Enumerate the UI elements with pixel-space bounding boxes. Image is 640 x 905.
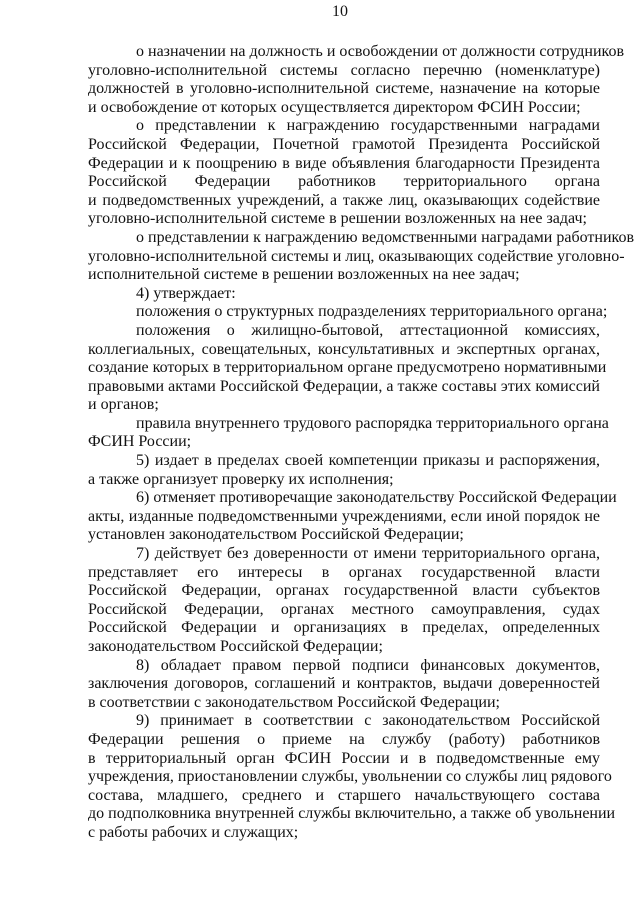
text-line: Федерации решения о приеме на службу (работу) работников [88, 730, 600, 748]
paragraph [88, 414, 609, 452]
paragraph [88, 285, 600, 304]
paragraph [88, 43, 625, 117]
text-line: правовыми актами Российской Федерации, а также составы этих комиссий [88, 377, 600, 395]
paragraph [88, 228, 635, 285]
text-line: о назначении на должность и освобождении от должности сотрудников [136, 43, 625, 60]
text-line: до подполковника внутренней службы включительно, а также об увольнении [88, 805, 616, 823]
paragraph [88, 545, 600, 657]
text-line: состава, младшего, среднего и старшего начальствующего состава [88, 786, 600, 804]
text-line: создание которых в территориальном органе предусмотрено нормативными [88, 359, 607, 377]
text-line: а также организует проверку их исполнения; [88, 470, 394, 488]
text-line: Российской Федерации, органах государственной власти субъектов [88, 582, 600, 600]
text-line: исполнительной системе в решении возложенных на нее задач; [88, 266, 520, 284]
text-line: законодательством Российской Федерации; [88, 638, 383, 655]
text-line: Российской Федерации, Почетной грамотой Президента Российской [88, 135, 600, 153]
text-line: в соответствии с законодательством Российской Федерации; [88, 693, 500, 711]
text-line: правила внутреннего трудового распорядка территориального органа [136, 414, 609, 432]
text-line: в территориальный орган ФСИН России и в подведомственные ему [88, 749, 600, 767]
text-line: 5) издает в пределах своей компетенции приказы и распоряжения, [136, 452, 600, 470]
text-line: заключения договоров, соглашений и контрактов, выдачи доверенностей [88, 675, 600, 693]
text-line: уголовно-исполнительной системы и лиц, оказывающих содействие уголовно- [88, 247, 625, 265]
text-line: 7) действует без доверенности от имени территориального органа, [136, 545, 600, 563]
text-line: должностей в уголовно-исполнительной системе, назначение на которые [88, 80, 600, 98]
document-body [88, 43, 635, 843]
text-line: 4) утверждает: [136, 284, 236, 302]
text-line: Федерации и к поощрению в виде объявления благодарности Президента [88, 154, 600, 172]
text-line: Российской Федерации, органах местного самоуправления, судах [88, 600, 600, 618]
text-line: установлен законодательством Российской Федерации; [88, 526, 464, 544]
text-line: представляет его интересы в органах государственной власти [88, 563, 600, 581]
paragraph [88, 321, 607, 415]
text-line: положения о структурных подразделениях территориального органа; [136, 303, 608, 321]
text-line: Российской Федерации и организациях в пределах, определенных [88, 619, 600, 637]
text-line: уголовно-исполнительной системе в решении возложенных на нее задач; [88, 210, 587, 228]
text-line: Российской Федерации работников территориального органа [88, 173, 600, 191]
text-line: 8) обладает правом первой подписи финансовых документов, [136, 656, 600, 674]
text-line: акты, изданные подведомственными учреждениями, если иной порядок не [88, 507, 600, 525]
text-line: учреждения, приостановлении службы, увольнении со службы лиц рядового [88, 768, 612, 786]
paragraph [88, 452, 600, 489]
text-line: и подведомственных учреждений, а также лиц, оказывающих содействие [88, 191, 600, 209]
text-line: с работы рабочих и служащих; [88, 823, 299, 841]
text-line: 9) принимает в соответствии с законодательством Российской [136, 712, 600, 730]
text-line: 6) отменяет противоречащие законодательству Российской Федерации [136, 489, 617, 507]
paragraph [88, 489, 617, 545]
paragraph [88, 303, 608, 322]
text-line: о представлении к награждению ведомственными наградами работников [136, 228, 635, 246]
text-line: о представлении к награждению государственными наградами [136, 117, 600, 135]
text-line: и освобождение от которых осуществляется директором ФСИН России; [88, 98, 581, 116]
text-line: коллегиальных, совещательных, консультативных и экспертных органах, [88, 340, 600, 358]
paragraph [88, 712, 616, 842]
paragraph [88, 657, 600, 713]
page-number: 10 [332, 3, 348, 20]
text-line: ФСИН России; [88, 433, 192, 451]
text-line: и органов; [88, 396, 159, 414]
paragraph [88, 117, 600, 229]
text-line: положения о жилищно-бытовой, аттестационной комиссиях, [136, 321, 600, 339]
text-line: уголовно-исполнительной системы согласно перечню (номенклатуре) [88, 61, 600, 79]
